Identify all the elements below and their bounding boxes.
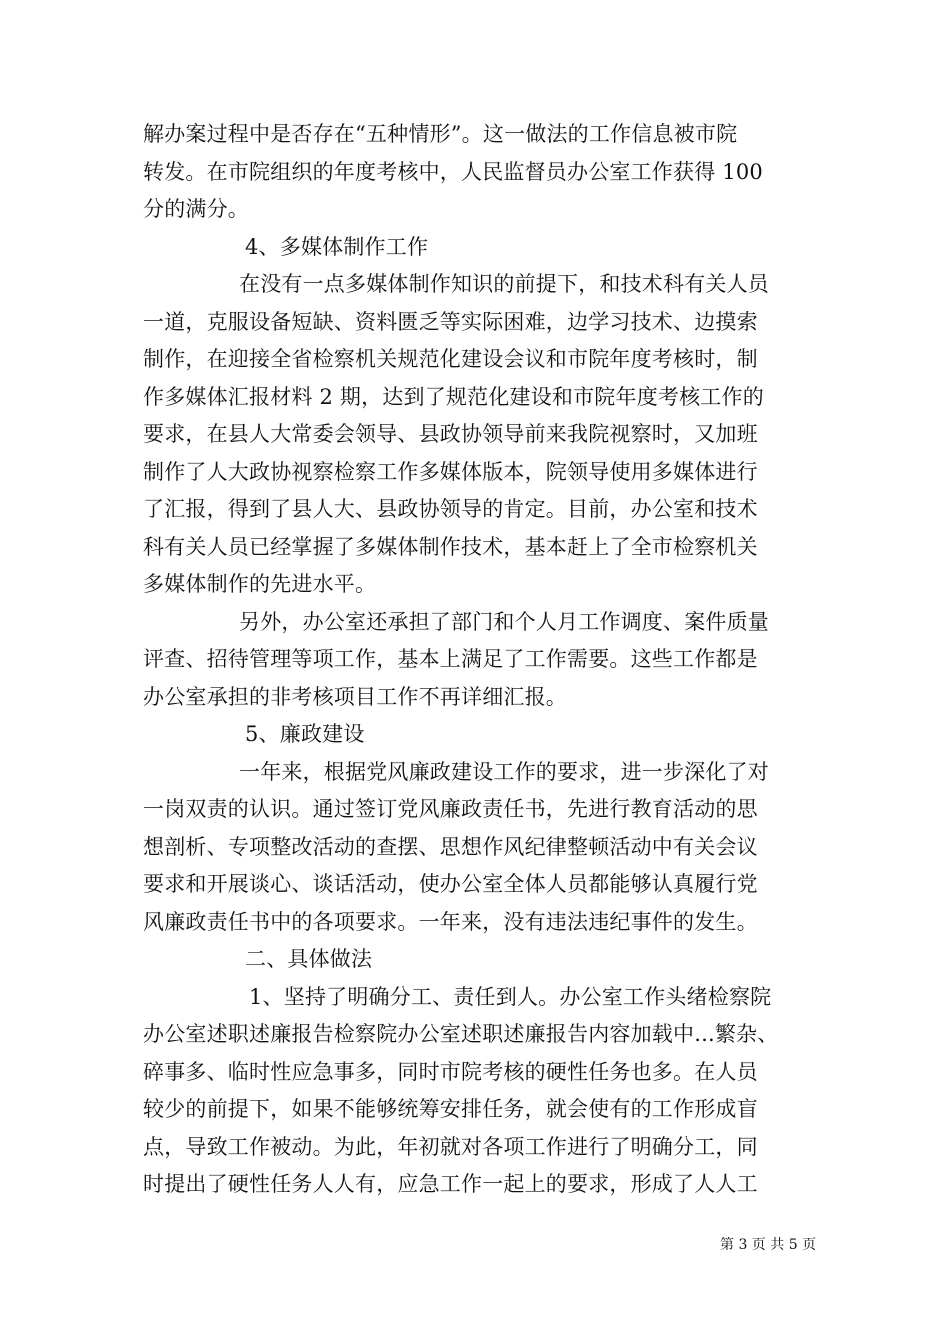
text-line: 制作，在迎接全省检察机关规范化建设会议和市院年度考核时，制 xyxy=(143,347,758,371)
paragraph-start: 1、坚持了明确分工、责任到人。办公室工作头绪检察院 xyxy=(249,984,772,1009)
text-line: 风廉政责任书中的各项要求。一年来，没有违法违纪事件的发生。 xyxy=(143,909,758,934)
paragraph-start: 在没有一点多媒体制作知识的前提下，和技术科有关人员 xyxy=(239,272,769,296)
document-body xyxy=(143,116,813,1204)
text-line: 作多媒体汇报材料 2 期，达到了规范化建设和市院年度考核工作的 xyxy=(143,384,764,409)
text-line: 办公室承担的非考核项目工作不再详细汇报。 xyxy=(143,684,567,709)
text-line: 解办案过程中是否存在“五种情形”。这一做法的工作信息被市院 xyxy=(143,122,738,146)
section-heading-multimedia: 4、多媒体制作工作 xyxy=(245,234,429,259)
text-line: 一道，克服设备短缺、资料匮乏等实际困难，边学习技术、边摸索 xyxy=(143,309,758,334)
text-line: 了汇报，得到了县人大、县政协领导的肯定。目前，办公室和技术 xyxy=(143,497,758,521)
section-heading-practices: 二、具体做法 xyxy=(245,947,373,971)
text-line: 要求，在县人大常委会领导、县政协领导前来我院视察时，又加班 xyxy=(143,422,758,446)
text-line: 一岗双责的认识。通过签订党风廉政责任书，先进行教育活动的思 xyxy=(143,797,758,821)
paragraph-start: 一年来，根据党风廉政建设工作的要求，进一步深化了对 xyxy=(239,759,769,784)
text-line: 办公室述职述廉报告检察院办公室述职述廉报告内容加载中...繁杂、 xyxy=(143,1022,779,1046)
text-line: 时提出了硬性任务人人有，应急工作一起上的要求，形成了人人工 xyxy=(143,1172,758,1196)
page-number-footer: 第 3 页 共 5 页 xyxy=(720,1237,817,1253)
text-line: 较少的前提下，如果不能够统筹安排任务，就会使有的工作形成盲 xyxy=(143,1097,758,1121)
text-line: 分的满分。 xyxy=(143,197,249,221)
text-line: 想剖析、专项整改活动的查摆、思想作风纪律整顿活动中有关会议 xyxy=(143,834,758,859)
text-line: 转发。在市院组织的年度考核中，人民监督员办公室工作获得 100 xyxy=(143,159,763,184)
text-line: 要求和开展谈心、谈话活动，使办公室全体人员都能够认真履行党 xyxy=(143,872,758,896)
text-line: 制作了人大政协视察检察工作多媒体版本，院领导使用多媒体进行 xyxy=(143,459,758,484)
text-line: 点，导致工作被动。为此，年初就对各项工作进行了明确分工，同 xyxy=(143,1134,758,1159)
text-line: 碎事多、临时性应急事多，同时市院考核的硬性任务也多。在人员 xyxy=(143,1059,758,1084)
text-line: 评查、招待管理等项工作，基本上满足了工作需要。这些工作都是 xyxy=(143,647,758,671)
text-line: 多媒体制作的先进水平。 xyxy=(143,572,377,596)
section-heading-integrity: 5、廉政建设 xyxy=(245,722,365,746)
paragraph-start: 另外，办公室还承担了部门和个人月工作调度、案件质量 xyxy=(239,609,769,634)
text-line: 科有关人员已经掌握了多媒体制作技术，基本赶上了全市检察机关 xyxy=(143,534,758,559)
